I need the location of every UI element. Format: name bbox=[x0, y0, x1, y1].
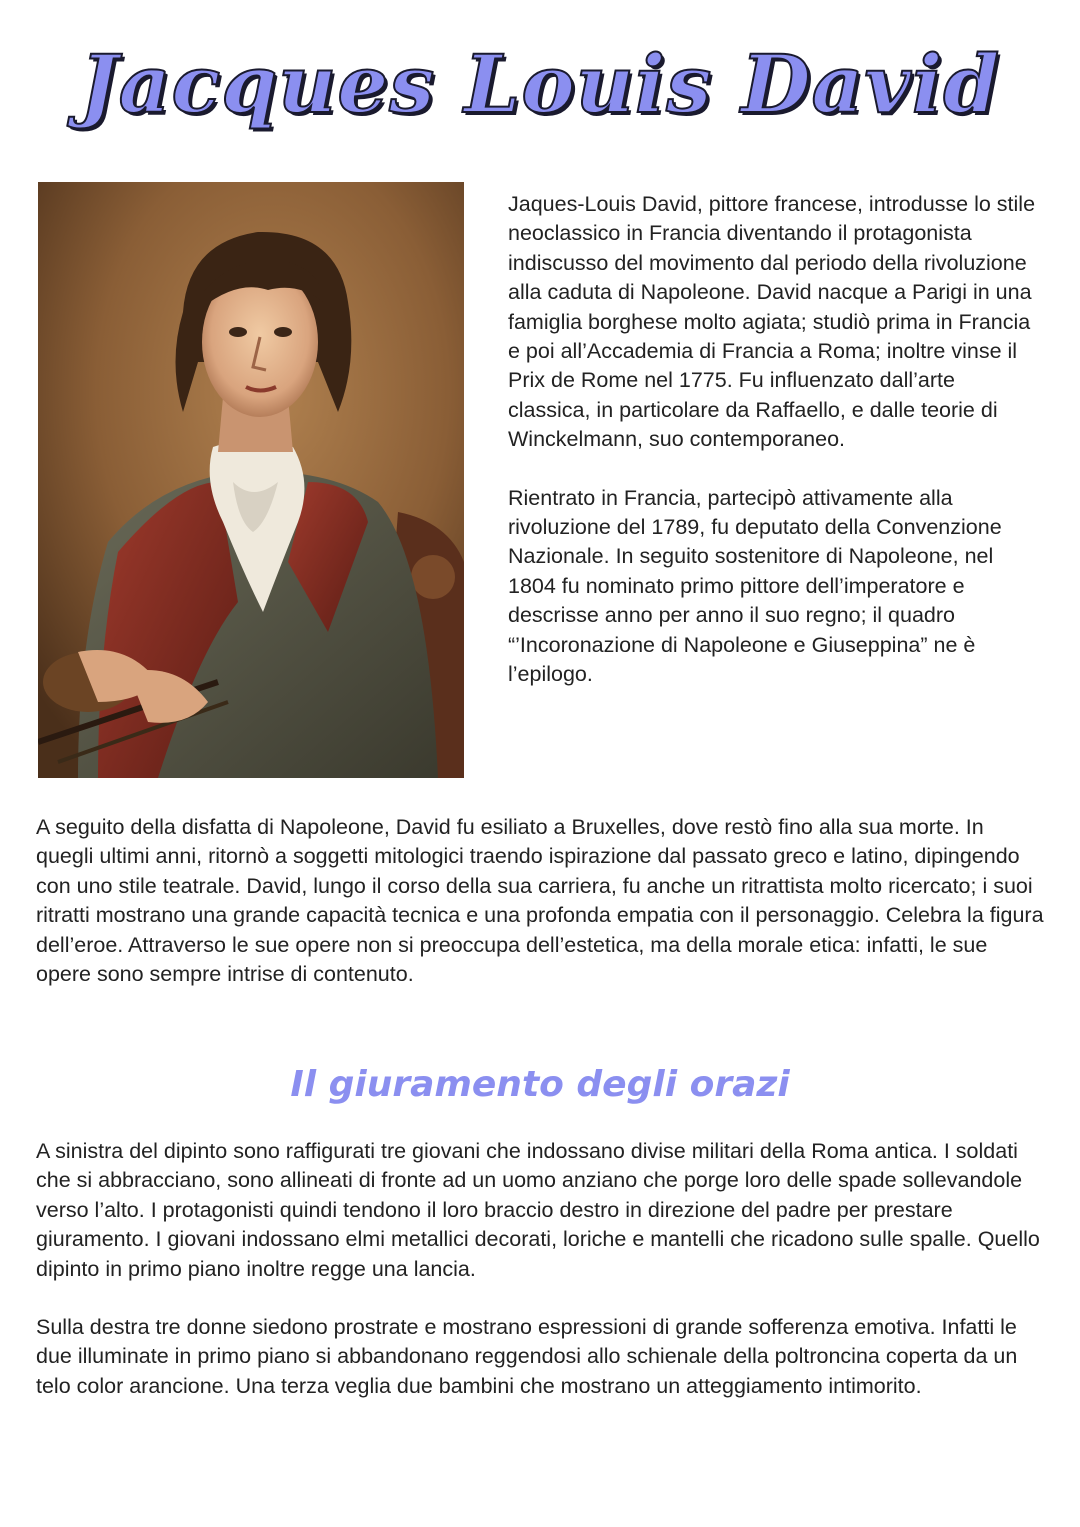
portrait-painting bbox=[38, 182, 464, 778]
section-paragraph-1: A sinistra del dipinto sono raffigurati tre giovani che indossano divise militari della Roma antica. I soldati che si abbracciano, sono allineati di fronte ad un uomo anziano che porge loro delle spade sollevandole verso l’alto. I protagonisti quindi tendono il loro braccio destro in direzione del padre per prestare giuramento. I giovani indossano elmi metallici decorati, loriche e mantelli che ricadono sulle spalle. Quello dipinto in primo piano inoltre regge una lancia. bbox=[36, 1139, 1040, 1281]
intro-text bbox=[508, 190, 1038, 719]
section-paragraph-2: Sulla destra tre donne siedono prostrate e mostrano espressioni di grande sofferenza emotiva. Infatti le due illuminate in primo piano si abbandonano reggendosi allo schienale della poltroncina coperta da un telo color arancione. Una terza veglia due bambini che mostrano un atteggiamento intimorito. bbox=[36, 1315, 1018, 1398]
biography-text bbox=[36, 813, 1046, 1018]
intro-paragraph-1: Jaques-Louis David, pittore francese, introdusse lo stile neoclassico in Francia diventando il protagonista indiscusso del movimento dal periodo della rivoluzione alla caduta di Napoleone. David nacque a Parigi in una famiglia borghese molto agiata; studiò prima in Francia e poi all’Accademia di Francia a Roma; inoltre vinse il Prix de Rome nel 1775. Fu influenzato dall’arte classica, in particolare da Raffaello, e dalle teorie di Winckelmann, suo contemporaneo. bbox=[508, 192, 1036, 452]
page-title: Jacques Louis David bbox=[79, 37, 1001, 131]
section-text bbox=[36, 1137, 1046, 1430]
biography-paragraph: A seguito della disfatta di Napoleone, David fu esiliato a Bruxelles, dove restò fino alla sua morte. In quegli ultimi anni, ritornò a soggetti mitologici traendo ispirazione dal passato greco e latino, dipingendo con uno stile teatrale. David, lungo il corso della sua carriera, fu anche un ritrattista molto ricercato; i suoi ritratti mostrano una grande capacità tecnica e una profonda empatia con il personaggio. Celebra la figura dell’eroe. Attraverso le sue opere non si preoccupa dell’estetica, ma della morale etica: infatti, le sue opere sono sempre intrise di contenuto. bbox=[36, 815, 1044, 987]
section-heading: Il giuramento degli orazi bbox=[290, 1064, 790, 1105]
portrait-painting-icon bbox=[38, 182, 464, 778]
intro-paragraph-2: Rientrato in Francia, partecipò attivamente alla rivoluzione del 1789, fu deputato della Convenzione Nazionale. In seguito sostenitore di Napoleone, nel 1804 fu nominato primo pittore dell’imperatore e descrisse anno per anno il suo regno; il quadro “’Incoronazione di Napoleone e Giuseppina” ne è l’epilogo. bbox=[508, 485, 1002, 687]
